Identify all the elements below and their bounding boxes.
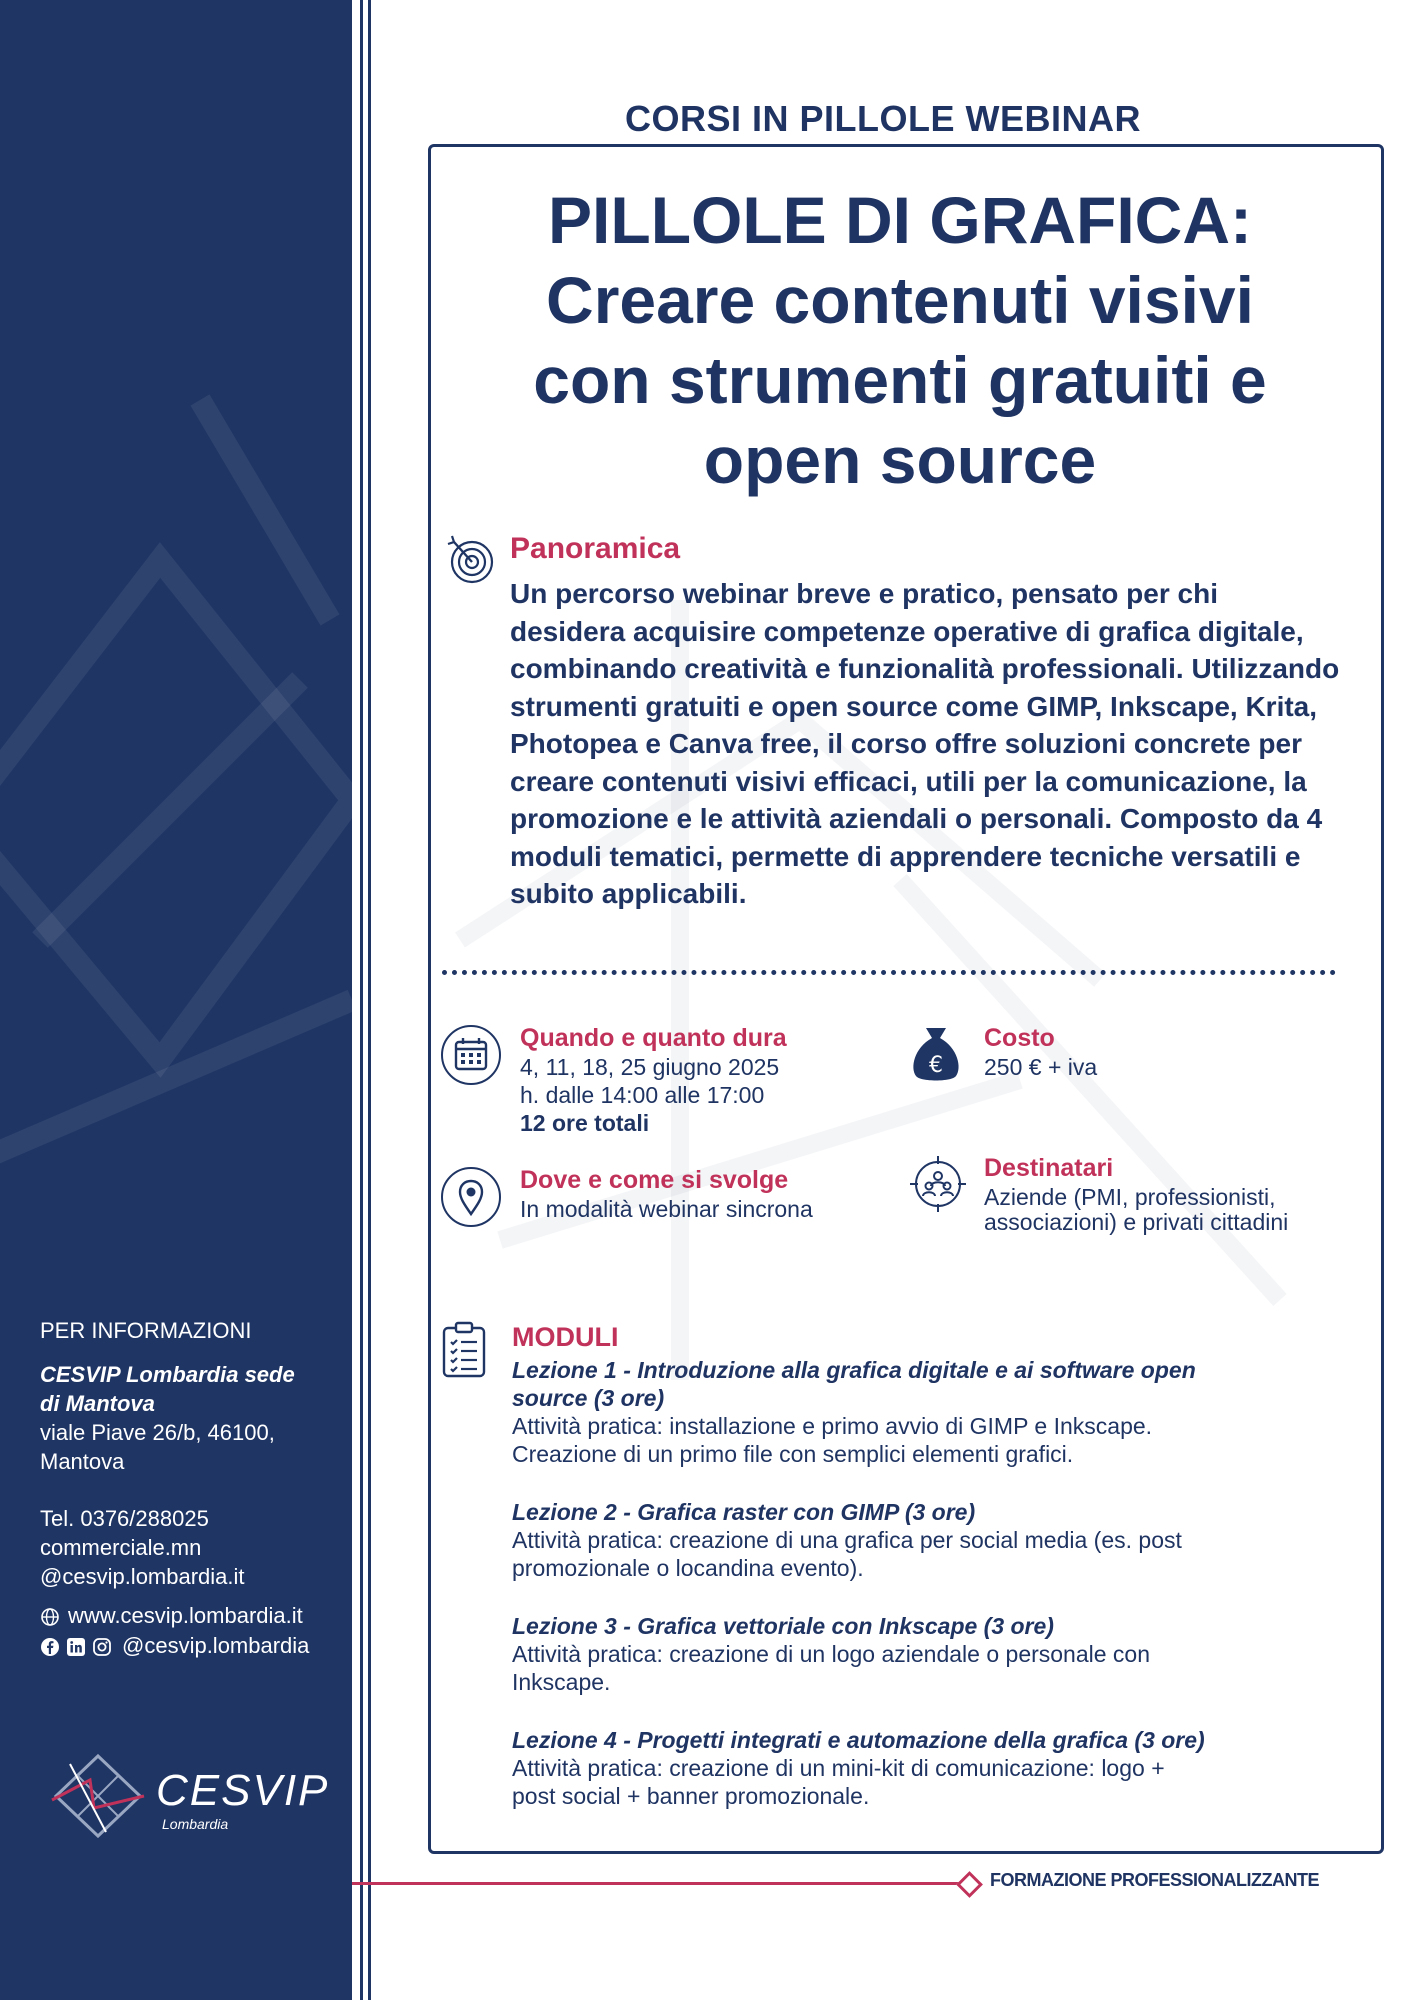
cost-value: 250 € + iva [984, 1054, 1098, 1080]
module-2-text-line2: promozionale o locandina evento). [512, 1555, 864, 1581]
module-2-text-line1: Attività pratica: creazione di una grafica per social media (es. post [512, 1527, 1182, 1553]
module-4-title: Lezione 4 - Progetti integrati e automazione della grafica (3 ore) [512, 1727, 1205, 1753]
module-2-title: Lezione 2 - Grafica raster con GIMP (3 ore) [512, 1499, 976, 1525]
vertical-rule-1 [360, 0, 363, 2000]
globe-icon [40, 1607, 60, 1632]
when-heading: Quando e quanto dura [520, 1024, 787, 1052]
facebook-icon[interactable] [40, 1637, 60, 1662]
audience-icon [906, 1152, 970, 1221]
module-1-title-line2: source (3 ore) [512, 1385, 665, 1411]
linkedin-icon[interactable] [66, 1637, 86, 1662]
where-heading: Dove e come si svolge [520, 1166, 789, 1194]
org-name-line1: CESVIP Lombardia sede [40, 1362, 295, 1387]
when-total: 12 ore totali [520, 1110, 650, 1136]
module-3-text-line2: Inkscape. [512, 1669, 611, 1695]
phone[interactable]: Tel. 0376/288025 [40, 1506, 209, 1531]
page-title [430, 180, 1370, 500]
clipboard-icon [440, 1320, 488, 1385]
title-line-4: open source [703, 423, 1097, 497]
target-icon [442, 530, 498, 591]
cesvip-logo-text: CESVIP [156, 1766, 330, 1815]
when-dates: 4, 11, 18, 25 giugno 2025 [520, 1054, 780, 1080]
footer-rule [352, 1882, 964, 1885]
website-link[interactable]: www.cesvip.lombardia.it [68, 1603, 303, 1628]
module-1-text-line1: Attività pratica: installazione e primo avvio di GIMP e Inkscape. [512, 1413, 1153, 1439]
module-3-text-line1: Attività pratica: creazione di un logo aziendale o personale con [512, 1641, 1151, 1667]
calendar-icon [440, 1024, 502, 1091]
email-line2[interactable]: @cesvip.lombardia.it [40, 1564, 245, 1589]
audience-line2: associazioni) e privati cittadini [984, 1209, 1289, 1235]
header-label: CORSI IN PILLOLE WEBINAR [625, 98, 1141, 139]
cesvip-logo-sub: Lombardia [162, 1816, 229, 1832]
module-3-title: Lezione 3 - Grafica vettoriale con Inkscape (3 ore) [512, 1613, 1054, 1639]
when-hours: h. dalle 14:00 alle 17:00 [520, 1082, 765, 1108]
overview-heading: Panoramica [510, 532, 681, 565]
address-line1: viale Piave 26/b, 46100, [40, 1420, 275, 1445]
footer-diamond-icon [956, 1871, 983, 1898]
svg-text:€: € [929, 1053, 943, 1078]
location-pin-icon [440, 1166, 502, 1233]
cost-heading: Costo [984, 1024, 1055, 1052]
dotted-divider [442, 970, 1336, 975]
overview-body: Un percorso webinar breve e pratico, pensato per chi desidera acquisire competenze operative di grafica digitale, combinando creatività e funzionalità professionali. Utilizzando strumenti gratuiti e open source come GIMP, Inkscape, Krita, Photopea e Canva free, il corso offre soluzioni concrete per creare contenuti visivi efficaci, utili per la comunicazione, la promozione e le attività aziendali o personali. Composto da 4 moduli tematici, permette di apprendere tecniche versatili e subito applicabili. [510, 578, 1340, 909]
cesvip-logo-icon [48, 1750, 148, 1847]
title-line-2: Creare contenuti visivi [546, 263, 1254, 337]
module-4-text-line1: Attività pratica: creazione di un mini-kit di comunicazione: logo + [512, 1755, 1165, 1781]
sidebar-decoration [0, 0, 352, 2000]
audience-line1: Aziende (PMI, professionisti, [984, 1184, 1276, 1210]
email-line1[interactable]: commerciale.mn [40, 1535, 202, 1560]
sidebar [0, 0, 352, 2000]
vertical-rule-2 [368, 0, 371, 2000]
modules-heading: MODULI [512, 1322, 619, 1352]
instagram-icon[interactable] [92, 1637, 112, 1662]
address-line2: Mantova [40, 1449, 125, 1474]
footer-label: FORMAZIONE PROFESSIONALIZZANTE [990, 1870, 1319, 1890]
title-line-3: con strumenti gratuiti e [533, 343, 1267, 417]
social-handle[interactable]: @cesvip.lombardia [122, 1633, 310, 1658]
audience-heading: Destinatari [984, 1154, 1114, 1182]
where-value: In modalità webinar sincrona [520, 1196, 813, 1222]
info-heading: PER INFORMAZIONI [40, 1318, 252, 1343]
module-1-text-line2: Creazione di un primo file con semplici elementi grafici. [512, 1441, 1074, 1467]
title-line-1: PILLOLE DI GRAFICA: [548, 183, 1252, 257]
module-4-text-line2: post social + banner promozionale. [512, 1783, 870, 1809]
org-name-line2: di Mantova [40, 1391, 155, 1416]
module-1-title-line1: Lezione 1 - Introduzione alla grafica digitale e ai software open [512, 1357, 1196, 1383]
money-bag-icon [906, 1020, 966, 1091]
